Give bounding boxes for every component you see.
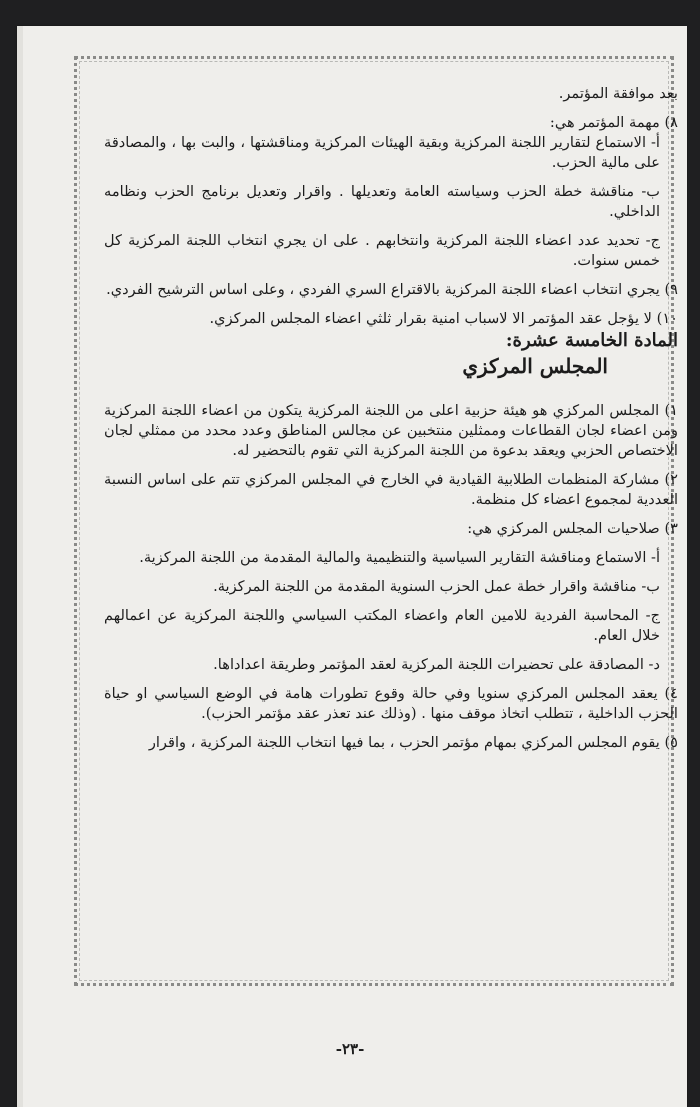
article-item-1: ١) المجلس المركزي هو هيئة حزبية اعلى من اللجنة المركزية يتكون من اعضاء اللجنة المركزية ومن اعضاء لجان القطاعات وممثلين منتخبين عن مجالس المناطق وعدد محدد من ممثلي لجان الاختصاص الحزبي ويعقد بدعوة من اللجنة المركزية التي تقوم بالتحضير له. — [104, 402, 678, 459]
article-item-5: ٥) يقوم المجلس المركزي بمهام مؤتمر الحزب ، بما فيها انتخاب اللجنة المركزية ، واقرار — [148, 734, 678, 751]
text-line: بعد موافقة المؤتمر. — [558, 85, 678, 102]
article-item-2: ٢) مشاركة المنظمات الطلابية القيادية في الخارج في المجلس المركزي تتم على اساس النسبة العددية لمجموع اعضاء كل منظمة. — [104, 471, 678, 508]
page-number: -٢٣- — [335, 1040, 365, 1058]
article-sub-item-a: أ- الاستماع ومناقشة التقارير السياسية والتنظيمية والمالية المقدمة من اللجنة المركزية. — [139, 549, 660, 566]
article-sub-item-b: ب- مناقشة واقرار خطة عمل الحزب السنوية المقدمة من اللجنة المركزية. — [213, 578, 660, 595]
sub-item-b: ب- مناقشة خطة الحزب وسياسته العامة وتعديلها . واقرار وتعديل برنامج الحزب ونظامه الداخلي. — [104, 183, 660, 220]
section-item-9: ٩) يجري انتخاب اعضاء اللجنة المركزية بالاقتراع السري الفردي ، وعلى اساس الترشيح الفردي. — [106, 281, 678, 298]
section-item-10: ١٠) لا يؤجل عقد المؤتمر الا لاسباب امنية بقرار ثلثي اعضاء المجلس المركزي. — [209, 310, 678, 327]
sub-item-c: ج- تحديد عدد اعضاء اللجنة المركزية وانتخابهم . على ان يجري انتخاب اللجنة المركزية كل خمس سنوات. — [104, 232, 660, 269]
article-title: المجلس المركزي — [462, 354, 608, 378]
article-item-4: ٤) يعقد المجلس المركزي سنويا وفي حالة وقوع تطورات هامة في الوضع السياسي او حياة الحزب الداخلية ، تتطلب اتخاذ موقف منها . (وذلك عند تعذر عقد مؤتمر الحزب). — [104, 685, 678, 722]
article-sub-item-c: ج- المحاسبة الفردية للامين العام واعضاء المكتب السياسي واللجنة المركزية عن اعمالهم خلال العام. — [104, 607, 660, 644]
document-body — [104, 84, 678, 753]
article-sub-item-d: د- المصادقة على تحضيرات اللجنة المركزية لعقد المؤتمر وطريقة اعداداها. — [213, 656, 660, 673]
article-heading: المادة الخامسة عشرة: — [505, 330, 678, 351]
section-item-8: ٨) مهمة المؤتمر هي: — [549, 114, 678, 131]
article-item-3: ٣) صلاحيات المجلس المركزي هي: — [467, 520, 678, 537]
page-edge — [17, 26, 23, 1107]
sub-item-a: أ- الاستماع لتقارير اللجنة المركزية وبقية الهيئات المركزية ومناقشتها ، والبت بها ، والمصادقة على مالية الحزب. — [104, 134, 660, 171]
